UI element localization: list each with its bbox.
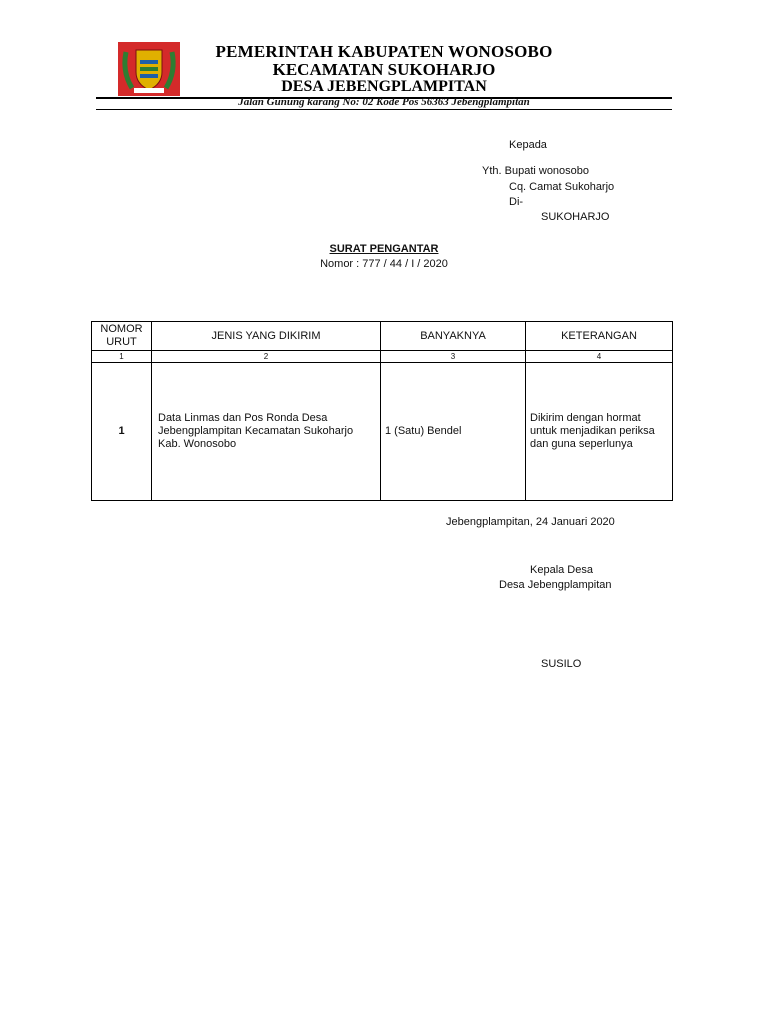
header-cell: KETERANGAN <box>526 322 673 351</box>
column-number-cell: 2 <box>152 351 381 363</box>
cell-jenis: Data Linmas dan Pos Ronda Desa Jebengplampitan Kecamatan Sukoharjo Kab. Wonosobo <box>152 363 381 501</box>
header-cell: JENIS YANG DIKIRIM <box>152 322 381 351</box>
recipient-yth: Yth. Bupati wonosobo <box>482 165 590 177</box>
letterhead-district: KECAMATAN SUKOHARJO <box>272 60 496 79</box>
letter-number: Nomor : 777 / 44 / I / 2020 <box>320 258 448 270</box>
recipient-kepada: Kepada <box>509 139 547 151</box>
letterhead-divider-thin <box>96 109 672 110</box>
column-number-cell: 4 <box>526 351 673 363</box>
cell-keterangan: Dikirim dengan hormat untuk menjadikan periksa dan guna seperlunya <box>526 363 673 501</box>
letterhead-village: DESA JEBENGPLAMPITAN <box>281 78 487 95</box>
signer-office: Desa Jebengplampitan <box>499 579 612 591</box>
table-header-row <box>92 322 673 351</box>
table-row <box>92 363 673 501</box>
cell-no: 1 <box>92 363 152 501</box>
header-cell <box>92 322 152 351</box>
header-cell: BANYAKNYA <box>381 322 526 351</box>
letter-title-text: SURAT PENGANTAR <box>329 243 439 255</box>
table-column-number-row <box>92 351 673 363</box>
signer-name: SUSILO <box>541 658 582 670</box>
cell-banyaknya: 1 (Satu) Bendel <box>381 363 526 501</box>
items-table <box>91 321 673 501</box>
letterhead-government: PEMERINTAH KABUPATEN WONOSOBO <box>215 42 553 61</box>
signer-position: Kepala Desa <box>530 564 593 576</box>
recipient-cq: Cq. Camat Sukoharjo <box>509 181 615 193</box>
letter-title <box>0 243 768 255</box>
column-number-cell: 3 <box>381 351 526 363</box>
column-number-cell: 1 <box>92 351 152 363</box>
recipient-di: Di- <box>509 196 524 208</box>
letterhead-address: Jalan Gunung karang No: 02 Kode Pos 56363 Jebengplampitan <box>238 96 530 108</box>
place-date: Jebengplampitan, 24 Januari 2020 <box>446 516 615 528</box>
recipient-place: SUKOHARJO <box>541 211 610 223</box>
header-nomor-urut: NOMOR URUT <box>100 323 143 348</box>
